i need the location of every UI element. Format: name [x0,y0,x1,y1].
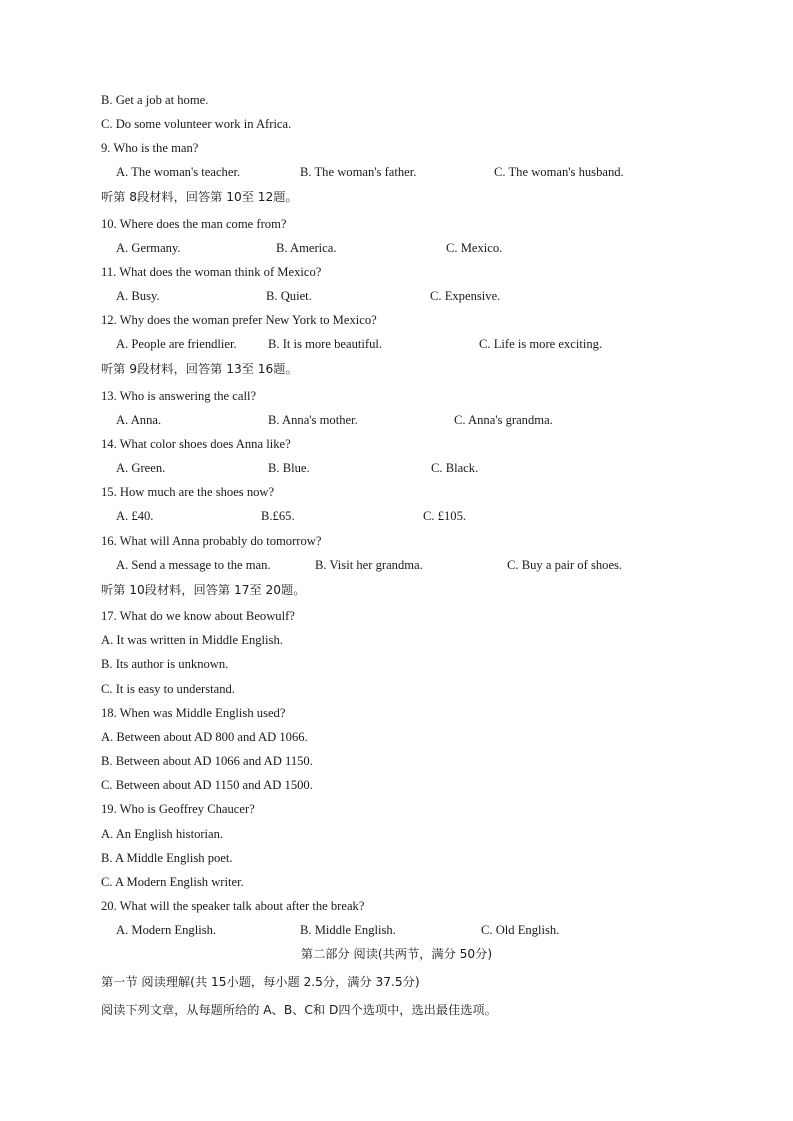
q8-option-b: B. Get a job at home. [101,93,209,107]
part2-section1-heading: 第一节 阅读理解(共 15小题，每小题 2.5分，满分 37.5分) [101,975,420,989]
q13-option-c: C. Anna's grandma. [454,413,553,427]
section-9-instruction: 听第 9段材料，回答第 13至 16题。 [101,362,298,376]
q17-stem: 17. What do we know about Beowulf? [101,609,295,623]
q19-option-a: A. An English historian. [101,827,224,841]
q10-stem: 10. Where does the man come from? [101,217,287,231]
q20-option-a: A. Modern English. [116,923,217,937]
q16-option-b: B. Visit her grandma. [315,558,423,572]
q12-option-c: C. Life is more exciting. [479,337,603,351]
q13-stem: 13. Who is answering the call? [101,389,257,403]
q9-options [0,164,793,180]
q15-option-c: C. £105. [423,509,467,523]
q8-option-c: C. Do some volunteer work in Africa. [101,117,292,131]
q12-options [0,336,793,352]
q16-stem: 16. What will Anna probably do tomorrow? [101,534,322,548]
q12-option-a: A. People are friendlier. [116,337,237,351]
q19-option-b: B. A Middle English poet. [101,851,233,865]
q10-option-c: C. Mexico. [446,241,503,255]
q14-option-b: B. Blue. [268,461,310,475]
q11-options [0,288,793,304]
q20-stem: 20. What will the speaker talk about after the break? [101,899,365,913]
q17-option-c: C. It is easy to understand. [101,682,235,696]
q10-options [0,240,793,256]
q19-option-c: C. A Modern English writer. [101,875,244,889]
q11-option-a: A. Busy. [116,289,160,303]
q15-option-b: B.£65. [261,509,295,523]
q18-stem: 18. When was Middle English used? [101,706,286,720]
q10-option-b: B. America. [276,241,337,255]
section-10-instruction: 听第 10段材料，回答第 17至 20题。 [101,583,306,597]
q10-option-a: A. Germany. [116,241,181,255]
q19-stem: 19. Who is Geoffrey Chaucer? [101,802,255,816]
q16-option-c: C. Buy a pair of shoes. [507,558,623,572]
q13-option-a: A. Anna. [116,413,162,427]
part2-instruction: 阅读下列文章，从每题所给的 A、B、C和 D四个选项中，选出最佳选项。 [101,1003,497,1017]
q9-option-b: B. The woman's father. [300,165,417,179]
q14-option-a: A. Green. [116,461,166,475]
q12-stem: 12. Why does the woman prefer New York to Mexico? [101,313,377,327]
q9-option-a: A. The woman's teacher. [116,165,241,179]
q11-stem: 11. What does the woman think of Mexico? [101,265,322,279]
q16-option-a: A. Send a message to the man. [116,558,271,572]
q14-option-c: C. Black. [431,461,479,475]
q15-options [0,508,793,524]
q20-option-b: B. Middle English. [300,923,396,937]
q14-stem: 14. What color shoes does Anna like? [101,437,291,451]
section-8-instruction: 听第 8段材料，回答第 10至 12题。 [101,190,298,204]
q17-option-b: B. Its author is unknown. [101,657,229,671]
q16-options [0,557,793,573]
q20-option-c: C. Old English. [481,923,560,937]
q13-options [0,412,793,428]
q20-options [0,922,793,938]
q12-option-b: B. It is more beautiful. [268,337,383,351]
q18-option-b: B. Between about AD 1066 and AD 1150. [101,754,313,768]
q9-option-c: C. The woman's husband. [494,165,624,179]
q17-option-a: A. It was written in Middle English. [101,633,283,647]
q11-option-c: C. Expensive. [430,289,501,303]
q14-options [0,460,793,476]
q13-option-b: B. Anna's mother. [268,413,358,427]
q18-option-c: C. Between about AD 1150 and AD 1500. [101,778,313,792]
q11-option-b: B. Quiet. [266,289,312,303]
q15-option-a: A. £40. [116,509,154,523]
q15-stem: 15. How much are the shoes now? [101,485,275,499]
q18-option-a: A. Between about AD 800 and AD 1066. [101,730,308,744]
q9-stem: 9. Who is the man? [101,141,199,155]
part2-title: 第二部分 阅读(共两节，满分 50分) [300,947,493,961]
